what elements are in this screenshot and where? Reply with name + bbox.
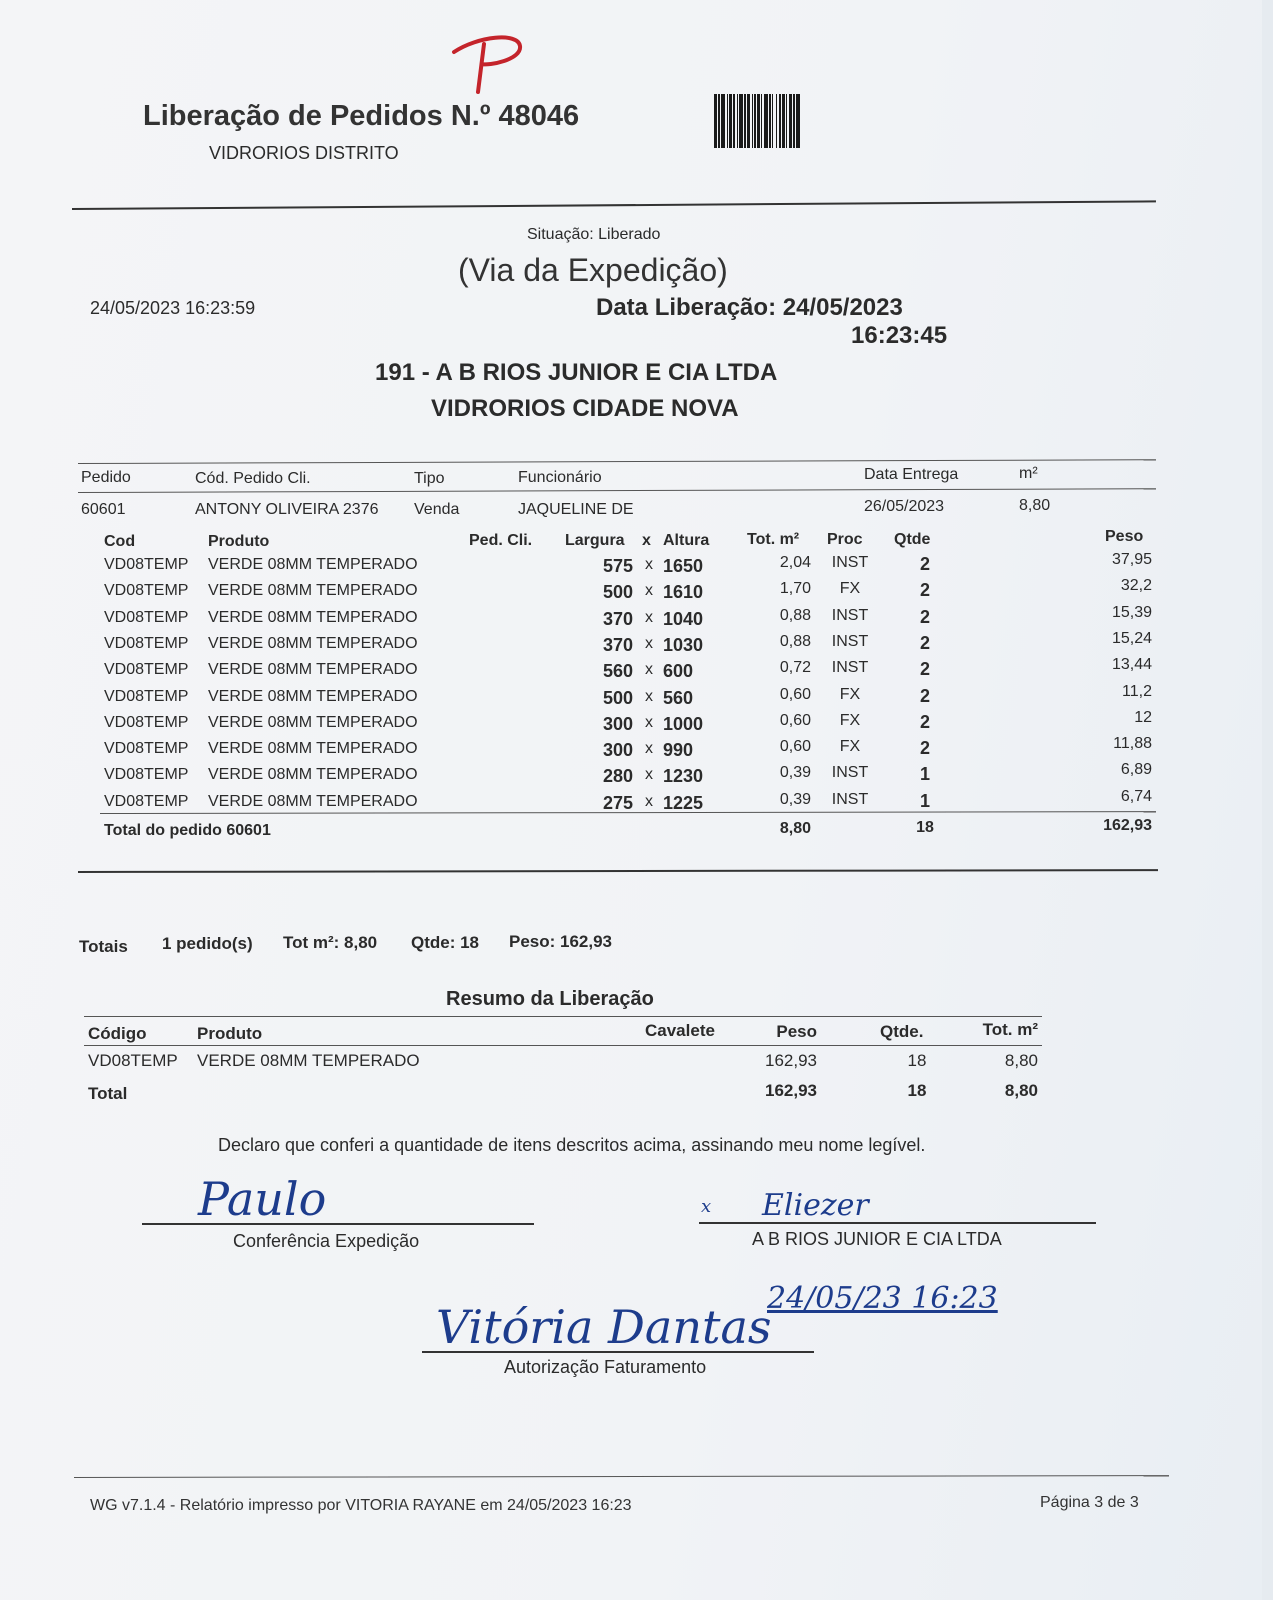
item-produto: VERDE 08MM TEMPERADO <box>208 766 418 784</box>
items-col-qtde: Qtde <box>894 531 931 548</box>
resumo-top-line <box>84 1016 1042 1017</box>
item-qtde: 2 <box>919 685 930 706</box>
resumo-col-produto: Produto <box>197 1024 263 1043</box>
item-cod: VD08TEMP <box>104 608 189 626</box>
resumo-peso: 162,93 <box>765 1051 817 1070</box>
item-peso: 11,2 <box>1122 682 1152 700</box>
order-funcionario: JAQUELINE DE <box>518 501 634 518</box>
items-col-produto: Produto <box>208 533 270 550</box>
resumo-col-tot: Tot. m² <box>982 1020 1038 1039</box>
item-largura: 500 <box>602 687 633 708</box>
resumo-title: Resumo da Liberação <box>446 988 654 1010</box>
resumo-col-qtde: Qtde. <box>880 1022 924 1041</box>
client-name: 191 - A B RIOS JUNIOR E CIA LTDA <box>375 359 778 386</box>
footer-page-number: Página 3 de 3 <box>1040 1494 1139 1511</box>
item-x: x <box>645 661 653 679</box>
order-data-entrega: 26/05/2023 <box>864 498 945 515</box>
item-largura: 300 <box>602 740 633 761</box>
item-altura: 1030 <box>663 634 704 655</box>
totals-pedidos: 1 pedido(s) <box>162 934 253 953</box>
items-total-label: Total do pedido 60601 <box>104 822 271 839</box>
item-cod: VD08TEMP <box>104 582 189 600</box>
footer-print-info: WG v7.1.4 - Relatório impresso por VITORIA RAYANE em 24/05/2023 16:23 <box>90 1497 632 1514</box>
company-label: A B RIOS JUNIOR E CIA LTDA <box>752 1229 1002 1249</box>
item-peso: 6,74 <box>1120 787 1152 805</box>
autorizacao-label: Autorização Faturamento <box>504 1357 707 1377</box>
item-peso: 11,88 <box>1113 735 1152 753</box>
item-cod: VD08TEMP <box>104 661 189 679</box>
red-p-mark <box>448 30 528 96</box>
resumo-total-tot: 8,80 <box>1004 1081 1038 1100</box>
item-proc: INST <box>831 790 869 808</box>
resumo-col-peso: Peso <box>776 1022 817 1041</box>
items-col-largura: Largura <box>565 532 625 549</box>
resumo-total-peso: 162,93 <box>765 1081 817 1100</box>
item-x: x <box>645 766 653 784</box>
order-header-line <box>78 488 1156 493</box>
handwritten-date: 24/05/23 16:23 <box>767 1281 998 1316</box>
item-produto: VERDE 08MM TEMPERADO <box>208 713 418 731</box>
header-divider <box>72 200 1156 210</box>
item-altura: 1650 <box>663 556 704 576</box>
item-tot: 1,70 <box>779 580 811 598</box>
barcode <box>714 94 904 148</box>
totals-label: Totais <box>79 937 128 956</box>
item-produto: VERDE 08MM TEMPERADO <box>208 556 418 573</box>
conferencia-label: Conferência Expedição <box>233 1231 420 1251</box>
item-x: x <box>645 687 653 705</box>
col-cod-pedido-cli: Cód. Pedido Cli. <box>195 470 311 487</box>
col-m2: m² <box>1019 465 1038 482</box>
item-largura: 275 <box>602 792 633 813</box>
col-pedido: Pedido <box>81 469 131 486</box>
item-peso: 37,95 <box>1111 551 1152 568</box>
items-bottom-line <box>78 869 1158 873</box>
resumo-total-label: Total <box>88 1084 128 1103</box>
item-proc: FX <box>839 738 861 756</box>
item-produto: VERDE 08MM TEMPERADO <box>208 740 418 758</box>
order-cod-cliente: ANTONY OLIVEIRA 2376 <box>195 501 379 518</box>
client-branch: VIDRORIOS CIDADE NOVA <box>431 395 739 422</box>
order-tipo: Venda <box>414 501 460 518</box>
resumo-codigo: VD08TEMP <box>88 1051 178 1070</box>
release-time: 16:23:45 <box>851 322 948 349</box>
item-altura: 1610 <box>663 582 704 603</box>
item-qtde: 2 <box>919 711 930 732</box>
document-title: Liberação de Pedidos N.º 48046 <box>143 100 580 132</box>
item-tot: 0,60 <box>779 738 811 756</box>
totals-peso: Peso: 162,93 <box>509 932 613 951</box>
item-proc: INST <box>831 606 869 624</box>
order-table-top-line <box>78 459 1156 464</box>
item-proc: FX <box>839 711 861 729</box>
item-x: x <box>645 792 653 810</box>
resumo-qtde: 18 <box>907 1051 927 1070</box>
item-x: x <box>645 608 653 626</box>
resumo-produto: VERDE 08MM TEMPERADO <box>197 1051 420 1070</box>
item-produto: VERDE 08MM TEMPERADO <box>208 634 418 652</box>
items-col-peso: Peso <box>1105 528 1144 545</box>
item-tot: 0,39 <box>779 790 811 808</box>
item-tot: 0,88 <box>779 632 811 650</box>
resumo-col-codigo: Código <box>88 1024 147 1043</box>
item-qtde: 2 <box>919 659 930 680</box>
item-tot: 0,60 <box>779 711 811 729</box>
items-col-tot: Tot. m² <box>747 531 800 548</box>
item-peso: 6,89 <box>1120 761 1152 779</box>
items-total-peso: 162,93 <box>1103 817 1152 834</box>
company-sign-line <box>699 1222 1096 1224</box>
items-col-altura: Altura <box>663 532 710 549</box>
item-produto: VERDE 08MM TEMPERADO <box>208 661 418 679</box>
item-largura: 560 <box>602 661 633 682</box>
item-tot: 0,60 <box>779 685 811 703</box>
item-tot: 0,88 <box>779 606 811 624</box>
item-qtde: 2 <box>919 554 930 574</box>
item-altura: 1000 <box>663 713 704 734</box>
items-total-qtde: 18 <box>916 819 934 836</box>
item-cod: VD08TEMP <box>104 740 189 758</box>
company-signature: Eliezer <box>762 1188 869 1223</box>
item-proc: INST <box>831 659 869 677</box>
item-cod: VD08TEMP <box>104 687 189 705</box>
item-cod: VD08TEMP <box>104 556 189 573</box>
item-largura: 370 <box>602 634 633 655</box>
item-proc: FX <box>839 685 861 703</box>
item-tot: 0,72 <box>779 659 811 677</box>
item-largura: 370 <box>602 608 633 629</box>
item-produto: VERDE 08MM TEMPERADO <box>208 608 418 626</box>
col-tipo: Tipo <box>414 470 445 487</box>
item-proc: INST <box>831 632 869 650</box>
item-x: x <box>645 740 653 758</box>
footer-line <box>74 1475 1169 1478</box>
item-qtde: 2 <box>919 580 930 601</box>
resumo-header-line <box>84 1045 1042 1046</box>
item-qtde: 2 <box>919 738 930 759</box>
status-text: Situação: Liberado <box>527 226 661 243</box>
item-tot: 2,04 <box>779 554 811 571</box>
item-peso: 15,24 <box>1111 629 1152 647</box>
autorizacao-sign-line <box>422 1351 814 1353</box>
item-peso: 32,2 <box>1120 577 1152 595</box>
document-subtitle: VIDRORIOS DISTRITO <box>209 143 399 163</box>
item-largura: 280 <box>602 766 633 787</box>
item-largura: 500 <box>602 582 633 603</box>
item-x: x <box>645 582 653 600</box>
items-col-proc: Proc <box>827 531 863 548</box>
item-qtde: 2 <box>919 632 930 653</box>
items-col-x: x <box>642 532 651 549</box>
autorizacao-signature: Vitória Dantas <box>436 1300 772 1354</box>
totals-tot-m2: Tot m²: 8,80 <box>283 933 378 952</box>
item-altura: 560 <box>663 687 694 708</box>
items-total-tot: 8,80 <box>779 820 811 837</box>
resumo-total-qtde: 18 <box>907 1081 927 1100</box>
item-proc: INST <box>831 764 869 782</box>
item-tot: 0,39 <box>779 764 811 782</box>
item-x: x <box>645 556 653 573</box>
resumo-col-cavalete: Cavalete <box>645 1021 715 1040</box>
item-altura: 990 <box>663 740 694 761</box>
items-col-pedcli: Ped. Cli. <box>469 532 533 549</box>
item-proc: FX <box>839 580 861 598</box>
item-x: x <box>645 634 653 652</box>
printed-timestamp: 24/05/2023 16:23:59 <box>90 298 256 318</box>
item-row <box>0 787 1262 819</box>
item-peso: 13,44 <box>1111 656 1152 674</box>
company-mark: x <box>701 1196 712 1217</box>
item-largura: 300 <box>602 713 633 734</box>
barcode-bar <box>796 94 800 148</box>
declaration-text: Declaro que conferi a quantidade de itens descritos acima, assinando meu nome legível. <box>218 1135 926 1155</box>
col-funcionario: Funcionário <box>518 469 602 486</box>
item-largura: 575 <box>602 556 633 576</box>
conferencia-signature: Paulo <box>198 1172 327 1226</box>
order-pedido: 60601 <box>81 501 126 518</box>
conferencia-sign-line <box>142 1223 534 1225</box>
item-altura: 1040 <box>663 608 704 629</box>
item-x: x <box>645 713 653 731</box>
item-altura: 600 <box>663 661 694 682</box>
item-proc: INST <box>831 554 869 571</box>
items-col-cod: Cod <box>104 533 136 550</box>
item-peso: 12 <box>1134 708 1152 726</box>
item-cod: VD08TEMP <box>104 766 189 784</box>
via-title: (Via da Expedição) <box>458 252 728 288</box>
item-cod: VD08TEMP <box>104 792 189 810</box>
item-qtde: 1 <box>919 764 930 785</box>
item-produto: VERDE 08MM TEMPERADO <box>208 582 418 600</box>
item-qtde: 1 <box>919 790 930 811</box>
item-cod: VD08TEMP <box>104 634 189 652</box>
item-peso: 15,39 <box>1111 603 1152 621</box>
totals-qtde: Qtde: 18 <box>411 933 480 952</box>
col-data-entrega: Data Entrega <box>864 466 959 483</box>
items-total-row <box>0 817 1262 848</box>
item-produto: VERDE 08MM TEMPERADO <box>208 792 418 810</box>
item-altura: 1230 <box>663 766 704 787</box>
resumo-tot: 8,80 <box>1004 1051 1038 1070</box>
item-produto: VERDE 08MM TEMPERADO <box>208 687 418 705</box>
item-altura: 1225 <box>663 792 704 813</box>
release-date: Data Liberação: 24/05/2023 <box>596 294 903 321</box>
item-cod: VD08TEMP <box>104 713 189 731</box>
order-m2: 8,80 <box>1019 497 1051 514</box>
item-qtde: 2 <box>919 606 930 627</box>
